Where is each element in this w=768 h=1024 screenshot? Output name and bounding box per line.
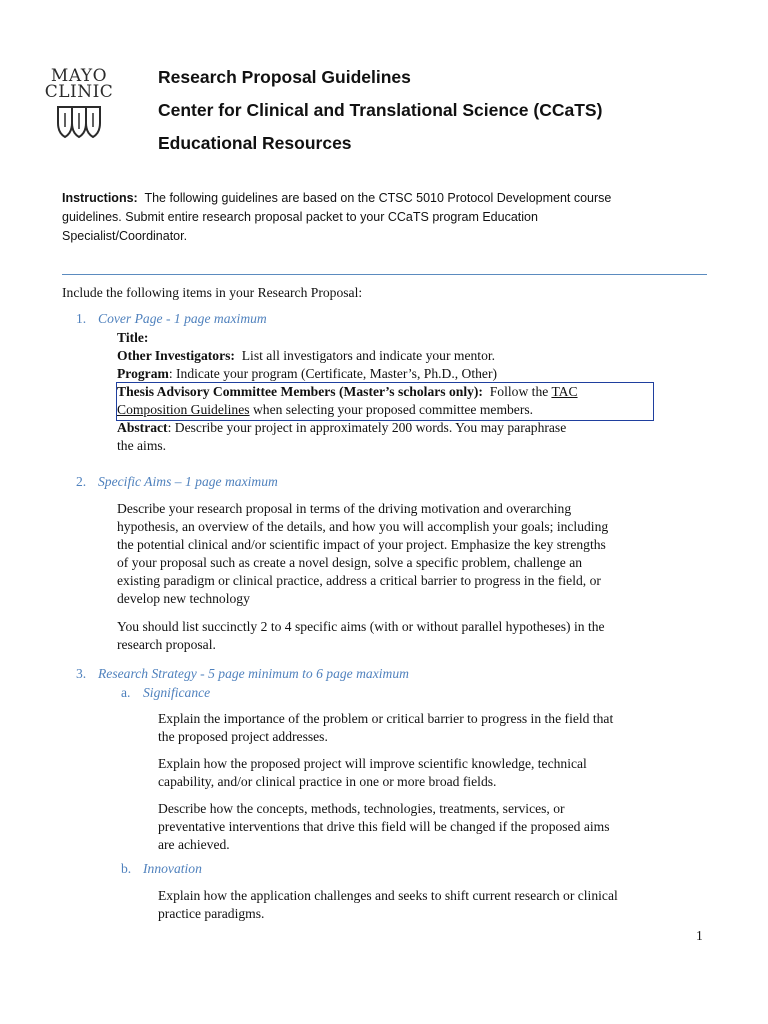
significance-line: Explain the importance of the problem or critical barrier to progress in the field that: [158, 711, 614, 726]
significance-line: Describe how the concepts, methods, technologies, treatments, services, or: [158, 801, 565, 816]
page-number: 1: [696, 928, 703, 943]
tac-highlight-box: [116, 382, 654, 421]
horizontal-divider: [62, 274, 707, 275]
significance-paragraph-2: [158, 755, 678, 791]
abstract-label: Abstract: [117, 420, 168, 435]
program-label: Program: [117, 366, 169, 381]
innovation-line: practice paradigms.: [158, 906, 265, 921]
program-text: : Indicate your program (Certificate, Master’s, Ph.D., Other): [168, 366, 498, 381]
section-2-number: 2.: [76, 474, 87, 489]
section-3-number: 3.: [76, 666, 87, 681]
section-2-title: Specific Aims – 1 page maximum: [98, 474, 278, 489]
abstract-text: : Describe your project in approximately 200 words. You may paraphrase: [167, 420, 567, 435]
thesis-committee-text: Follow the: [489, 384, 549, 399]
subsection-a-heading: [121, 685, 210, 701]
cover-title-label: Title:: [117, 330, 149, 345]
section-1-number: 1.: [76, 311, 87, 326]
other-investigators-label: Other Investigators:: [117, 348, 235, 363]
intro-text: Include the following items in your Research Proposal:: [62, 285, 363, 300]
aims-p1-line: develop new technology: [117, 591, 250, 606]
section-2-heading: [76, 474, 278, 490]
document-subtitle-2: Educational Resources: [158, 133, 352, 153]
logo-line-1: MAYO: [50, 66, 108, 86]
instructions-label: Instructions:: [62, 191, 138, 205]
subsection-b-title: Innovation: [143, 861, 202, 876]
document-subtitle: Center for Clinical and Translational Science (CCaTS): [158, 100, 603, 120]
significance-line: preventative interventions that drive this field will be changed if the proposed aims: [158, 819, 610, 834]
aims-p1-line: of your proposal such as create a novel design, solve a specific problem, challenge an: [117, 555, 583, 570]
instructions-text: The following guidelines are based on the CTSC 5010 Protocol Development course guidelines. Submit entire research proposal packet to your CCaTS program Education Specialist/Coordinator.: [62, 191, 612, 243]
significance-paragraph-3: [158, 800, 678, 854]
innovation-paragraph: [158, 887, 678, 923]
significance-line: Explain how the proposed project will improve scientific knowledge, technical: [158, 756, 587, 771]
significance-line: the proposed project addresses.: [158, 729, 328, 744]
other-investigators-text: List all investigators and indicate your mentor.: [241, 348, 496, 363]
logo-line-2: CLINIC: [44, 82, 114, 102]
section-1-heading: [76, 311, 267, 327]
innovation-line: Explain how the application challenges and seeks to shift current research or clinical: [158, 888, 618, 903]
aims-p1-line: hypothesis, an overview of the details, and how you will accomplish your goals; including: [117, 519, 609, 534]
subsection-b-heading: [121, 861, 202, 877]
tac-link[interactable]: TAC: [551, 384, 578, 399]
aims-p1-line: Describe your research proposal in terms of the driving motivation and overarching: [117, 501, 572, 516]
thesis-committee-text-2: when selecting your proposed committee members.: [252, 402, 534, 417]
aims-paragraph-2: [117, 618, 677, 654]
mayo-clinic-logo: [44, 68, 114, 141]
significance-line: are achieved.: [158, 837, 230, 852]
abstract-text-2: the aims.: [117, 438, 167, 453]
aims-p1-line: the potential clinical and/or scientific impact of your project. Emphasize the key strengths: [117, 537, 606, 552]
thesis-committee-label: Thesis Advisory Committee Members (Master’s scholars only):: [117, 384, 483, 399]
section-3-title: Research Strategy - 5 page minimum to 6 page maximum: [98, 666, 409, 681]
aims-p1-line: existing paradigm or clinical practice, address a critical barrier to progress in the field, or: [117, 573, 601, 588]
aims-paragraph-1: [117, 500, 677, 608]
document-title: Research Proposal Guidelines: [158, 67, 411, 87]
aims-p2-line: You should list succinctly 2 to 4 specific aims (with or without parallel hypotheses) in the: [117, 619, 605, 634]
subsection-b-label: b.: [121, 861, 132, 876]
significance-paragraph-1: [158, 710, 678, 746]
composition-guidelines-link[interactable]: Composition Guidelines: [117, 402, 250, 417]
significance-line: capability, and/or clinical practice in one or more broad fields.: [158, 774, 497, 789]
subsection-a-label: a.: [121, 685, 131, 700]
subsection-a-title: Significance: [143, 685, 211, 700]
shields-icon: [54, 103, 104, 141]
aims-p2-line: research proposal.: [117, 637, 216, 652]
instructions-paragraph: [62, 189, 622, 246]
section-1-title: Cover Page - 1 page maximum: [98, 311, 267, 326]
section-3-heading: [76, 666, 409, 682]
